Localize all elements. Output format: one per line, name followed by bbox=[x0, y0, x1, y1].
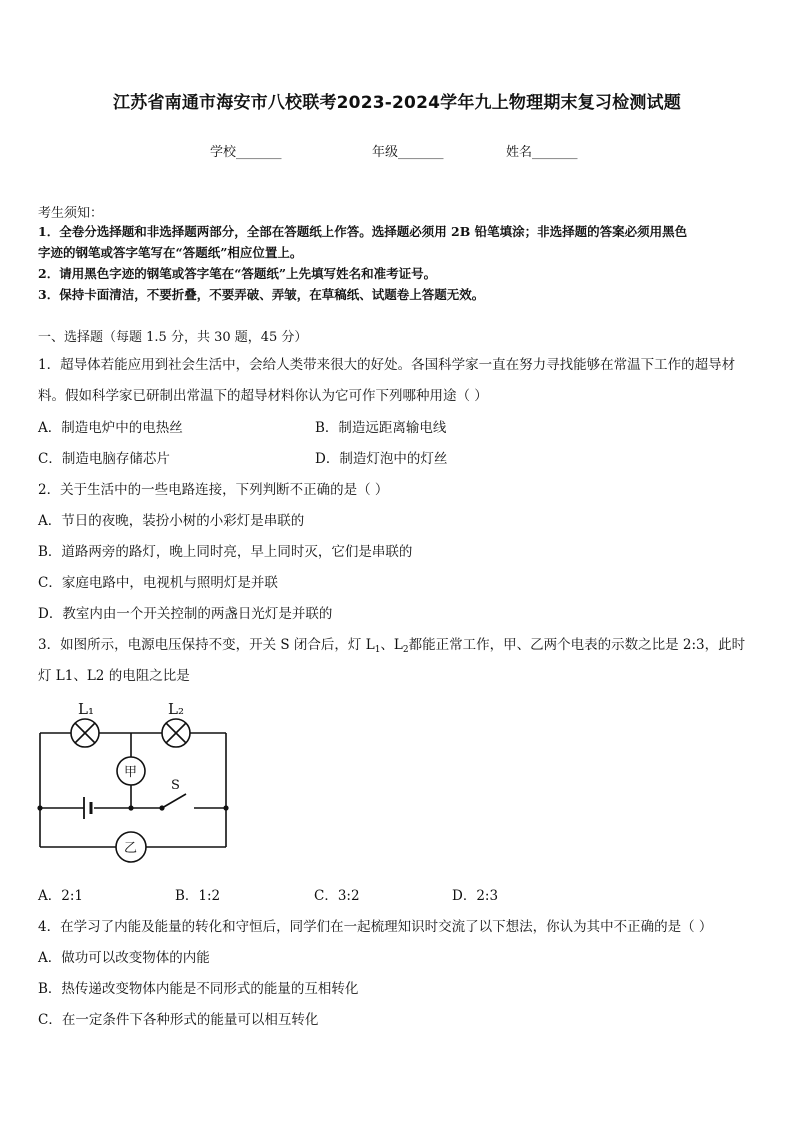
q1-option-d: D．制造灯泡中的灯丝 bbox=[315, 451, 448, 467]
switch-label: S bbox=[171, 778, 180, 793]
q2-option-d: D．教室内由一个开关控制的两盏日光灯是并联的 bbox=[38, 606, 333, 622]
q4-option-a: A．做功可以改变物体的内能 bbox=[38, 950, 210, 966]
q3-stem-line1 bbox=[38, 633, 745, 655]
q4-option-b: B．热传递改变物体内能是不同形式的能量的互相转化 bbox=[38, 981, 359, 997]
name-field: 姓名_______ bbox=[506, 145, 578, 160]
q3-option-d: D．2:3 bbox=[452, 888, 499, 904]
lamp-l2-label: L₂ bbox=[168, 700, 184, 718]
lamp-l1-label: L₁ bbox=[78, 700, 94, 718]
q2-option-b: B．道路两旁的路灯，晚上同时亮，早上同时灭，它们是串联的 bbox=[38, 544, 413, 560]
q3-sub-2: 2 bbox=[402, 645, 409, 655]
q4-option-c: C．在一定条件下各种形式的能量可以相互转化 bbox=[38, 1012, 319, 1028]
meter-jia-label: 甲 bbox=[124, 765, 138, 780]
notice-line: 3．保持卡面清洁，不要折叠，不要弄破、弄皱，在草稿纸、试题卷上答题无效。 bbox=[38, 287, 485, 302]
q3-option-b: B．1:2 bbox=[175, 888, 221, 904]
junction-dot bbox=[223, 805, 228, 810]
switch-blade bbox=[162, 794, 186, 808]
grade-field: 年级_______ bbox=[372, 145, 444, 160]
q1-option-c: C．制造电脑存储芯片 bbox=[38, 451, 170, 467]
q1-stem-line1: 1．超导体若能应用到社会生活中，会给人类带来很大的好处。各国科学家一直在努力寻找能够在常温下工作的超导材 bbox=[38, 357, 736, 373]
meter-yi-label: 乙 bbox=[124, 841, 138, 856]
q1-option-b: B．制造远距离输电线 bbox=[315, 420, 447, 436]
junction-dot bbox=[37, 805, 42, 810]
q3-stem-part3: 都能正常工作，甲、乙两个电表的示数之比是 2:3，此时 bbox=[408, 637, 746, 653]
school-field: 学校_______ bbox=[210, 145, 282, 160]
q1-option-a: A．制造电炉中的电热丝 bbox=[38, 420, 183, 436]
q3-stem-part1: 3．如图所示，电源电压保持不变，开关 S 闭合后，灯 L bbox=[38, 637, 375, 653]
q3-option-a: A．2:1 bbox=[38, 888, 83, 904]
q4-stem: 4．在学习了内能及能量的转化和守恒后，同学们在一起梳理知识时交流了以下想法，你认为其中不正确的是（ ） bbox=[38, 919, 713, 935]
switch-contact bbox=[159, 805, 164, 810]
q1-stem-line2: 料。假如科学家已研制出常温下的超导材料你认为它可作下列哪种用途（ ） bbox=[38, 388, 488, 404]
notice-heading: 考生须知： bbox=[38, 206, 104, 221]
circuit-diagram bbox=[34, 697, 234, 872]
q3-sub-1: 1 bbox=[374, 645, 381, 655]
page-title: 江苏省南通市海安市八校联考2023-2024学年九上物理期末复习检测试题 bbox=[113, 93, 681, 113]
q2-option-c: C．家庭电路中，电视机与照明灯是并联 bbox=[38, 575, 278, 591]
q3-stem-part2: 、L bbox=[380, 637, 403, 653]
notice-line: 1．全卷分选择题和非选择题两部分，全部在答题纸上作答。选择题必须用 2B 铅笔填涂；非选择题的答案必须用黑色 bbox=[38, 224, 688, 239]
q2-option-a: A．节日的夜晚，装扮小树的小彩灯是串联的 bbox=[38, 513, 305, 529]
notice-line: 2．请用黑色字迹的钢笔或答字笔在“答题纸”上先填写姓名和准考证号。 bbox=[38, 266, 437, 281]
junction-dot bbox=[128, 805, 133, 810]
q3-stem-line2: 灯 L1、L2 的电阻之比是 bbox=[38, 668, 190, 684]
notice-line: 字迹的钢笔或答字笔写在“答题纸”相应位置上。 bbox=[38, 245, 303, 260]
q3-option-c: C．3:2 bbox=[314, 888, 360, 904]
q2-stem: 2．关于生活中的一些电路连接，下列判断不正确的是（ ） bbox=[38, 482, 389, 498]
section-heading: 一、选择题（每题 1.5 分，共 30 题，45 分） bbox=[38, 330, 308, 345]
